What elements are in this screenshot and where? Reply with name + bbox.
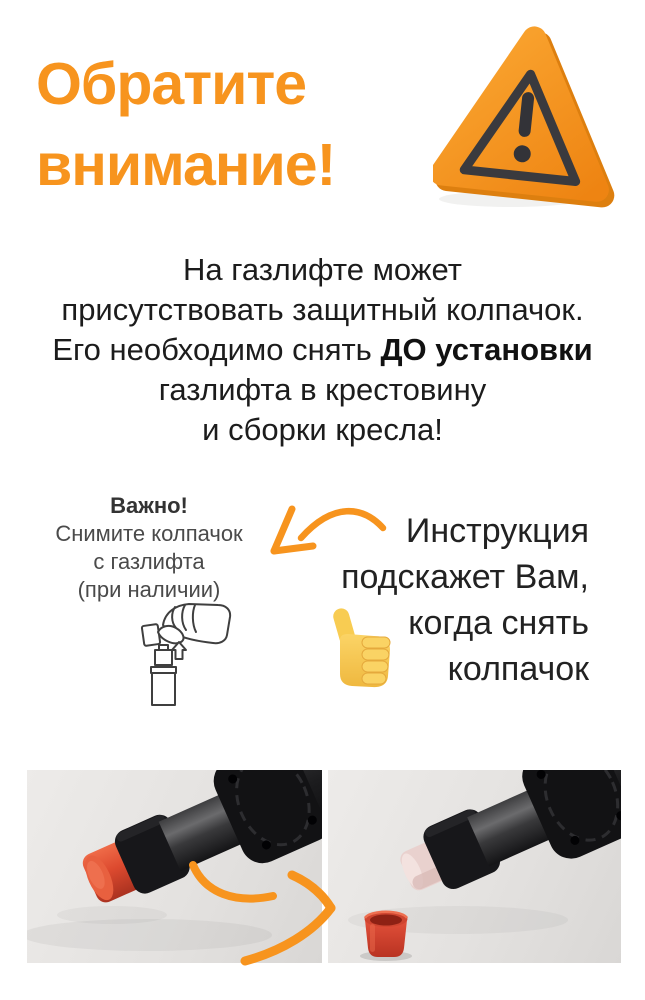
instruction-line-3: когда снять <box>408 604 589 642</box>
notice-line-5: и сборки кресла! <box>202 412 443 447</box>
title-line-1: Обратите <box>36 51 307 117</box>
important-line-2: с газлифта <box>93 549 205 574</box>
notice-line-1: На газлифте может <box>183 252 462 287</box>
important-note <box>33 492 265 604</box>
page-title <box>36 44 335 206</box>
title-line-2: внимание! <box>36 132 336 198</box>
notice-line-3-text: Его необходимо снять <box>52 332 381 367</box>
hand-removing-cap-diagram <box>133 597 233 713</box>
important-line-1: Снимите колпачок <box>55 521 243 546</box>
instruction-line-4: колпачок <box>447 650 589 688</box>
removed-red-cap <box>360 911 412 961</box>
photo-gaslift-cap-removed <box>328 770 621 963</box>
important-line-3: (при наличии) <box>77 577 221 602</box>
notice-line-3 <box>0 330 645 370</box>
gaslift-cap-removed-image <box>328 770 621 963</box>
instruction-line-2: подскажет Вам, <box>341 558 589 596</box>
notice-text <box>0 250 645 450</box>
notice-line-2: присутствовать защитный колпачок. <box>61 292 584 327</box>
notice-line-4: газлифта в крестовину <box>158 372 487 407</box>
instruction-text <box>341 508 589 692</box>
curved-arrow-right-icon <box>185 858 345 966</box>
notice-line-3-bold: ДО установки <box>380 332 593 367</box>
warning-triangle-icon <box>433 22 619 210</box>
instruction-line-1: Инструкция <box>405 512 589 550</box>
important-title: Важно! <box>110 493 188 518</box>
